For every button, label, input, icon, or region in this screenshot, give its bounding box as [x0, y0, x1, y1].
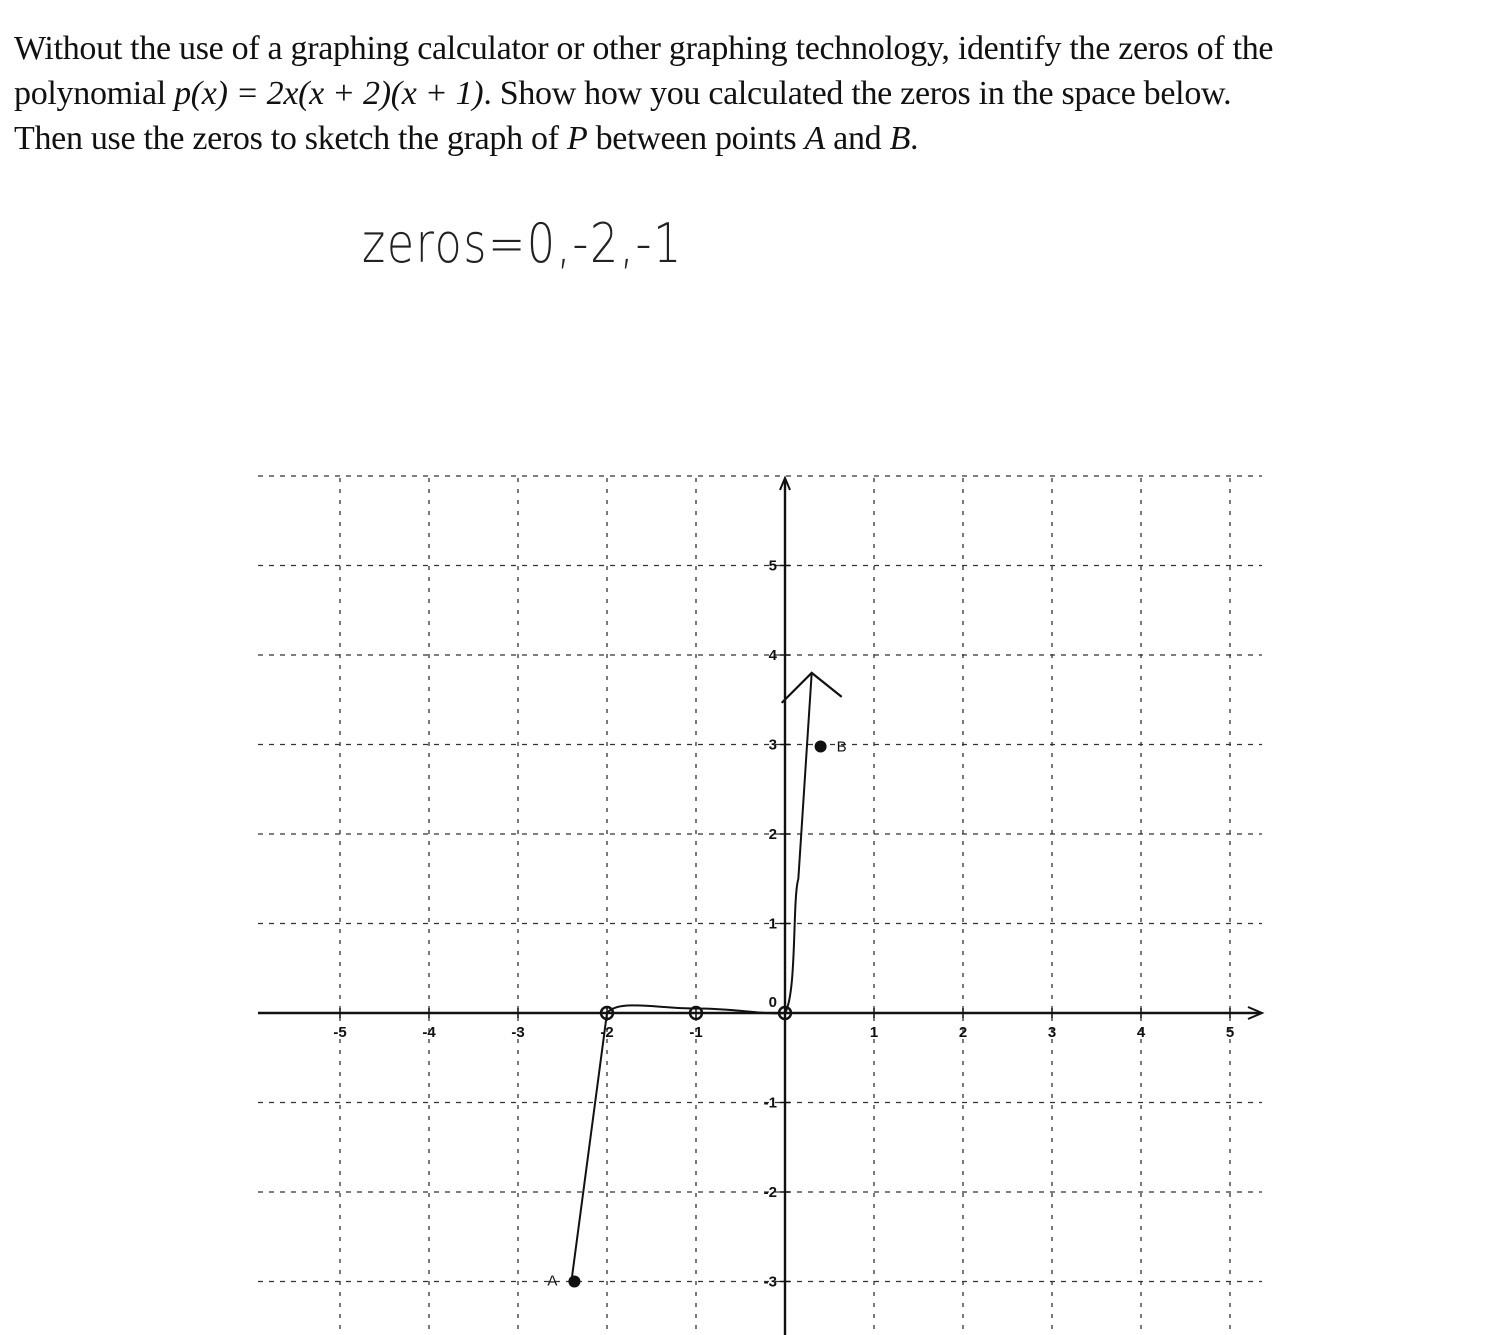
question-line-1: Without the use of a graphing calculator or other graphing technology, identify the zeros of the — [14, 30, 1274, 67]
x-tick-label: -3 — [511, 1024, 525, 1041]
y-tick-label: 2 — [768, 826, 777, 843]
x-tick-label: -5 — [333, 1024, 347, 1041]
axes — [258, 478, 1262, 1335]
y-tick-label: 3 — [768, 736, 777, 754]
x-tick-label: -2 — [600, 1024, 614, 1041]
x-tick-label: 3 — [1047, 1024, 1057, 1041]
question-line-2-pre: polynomial — [14, 75, 175, 112]
point-b — [815, 741, 827, 753]
y-tick-label: -2 — [763, 1184, 777, 1201]
x-tick-label: 4 — [1136, 1024, 1146, 1041]
point-a — [568, 1276, 580, 1288]
y-tick-label: 1 — [768, 915, 777, 933]
x-tick-label: 1 — [869, 1024, 879, 1041]
origin-label: 0 — [768, 994, 777, 1011]
x-tick-label: -1 — [689, 1024, 703, 1041]
var-p: P — [566, 120, 588, 157]
student-sketch — [547, 673, 846, 1290]
var-a: A — [804, 120, 825, 157]
y-tick-label: 4 — [768, 647, 777, 664]
handwritten-answer: zeros=0,-2,-1 — [362, 212, 683, 275]
y-tick-label: -1 — [763, 1094, 777, 1112]
var-b: B — [889, 120, 911, 157]
point-b-label: B — [836, 738, 847, 756]
question-line-3-mid: between points — [587, 120, 805, 157]
question-line-3-and: and — [824, 120, 890, 157]
question-line-3-end: . — [910, 120, 919, 157]
x-tick-label: -4 — [422, 1024, 436, 1041]
grid-lines — [258, 476, 1262, 1335]
question-line-2-post: . Show how you calculated the zeros in the space below. — [483, 75, 1232, 112]
x-tick-label: 2 — [958, 1024, 968, 1041]
point-a-label: A — [547, 1272, 558, 1290]
y-tick-label: 5 — [768, 557, 777, 575]
polynomial-expression: p(x) = 2x(x + 2)(x + 1) — [174, 75, 484, 112]
x-tick-label: 5 — [1225, 1024, 1235, 1041]
question-line-3-pre: Then use the zeros to sketch the graph of — [14, 120, 567, 157]
y-tick-label: -3 — [763, 1273, 777, 1291]
